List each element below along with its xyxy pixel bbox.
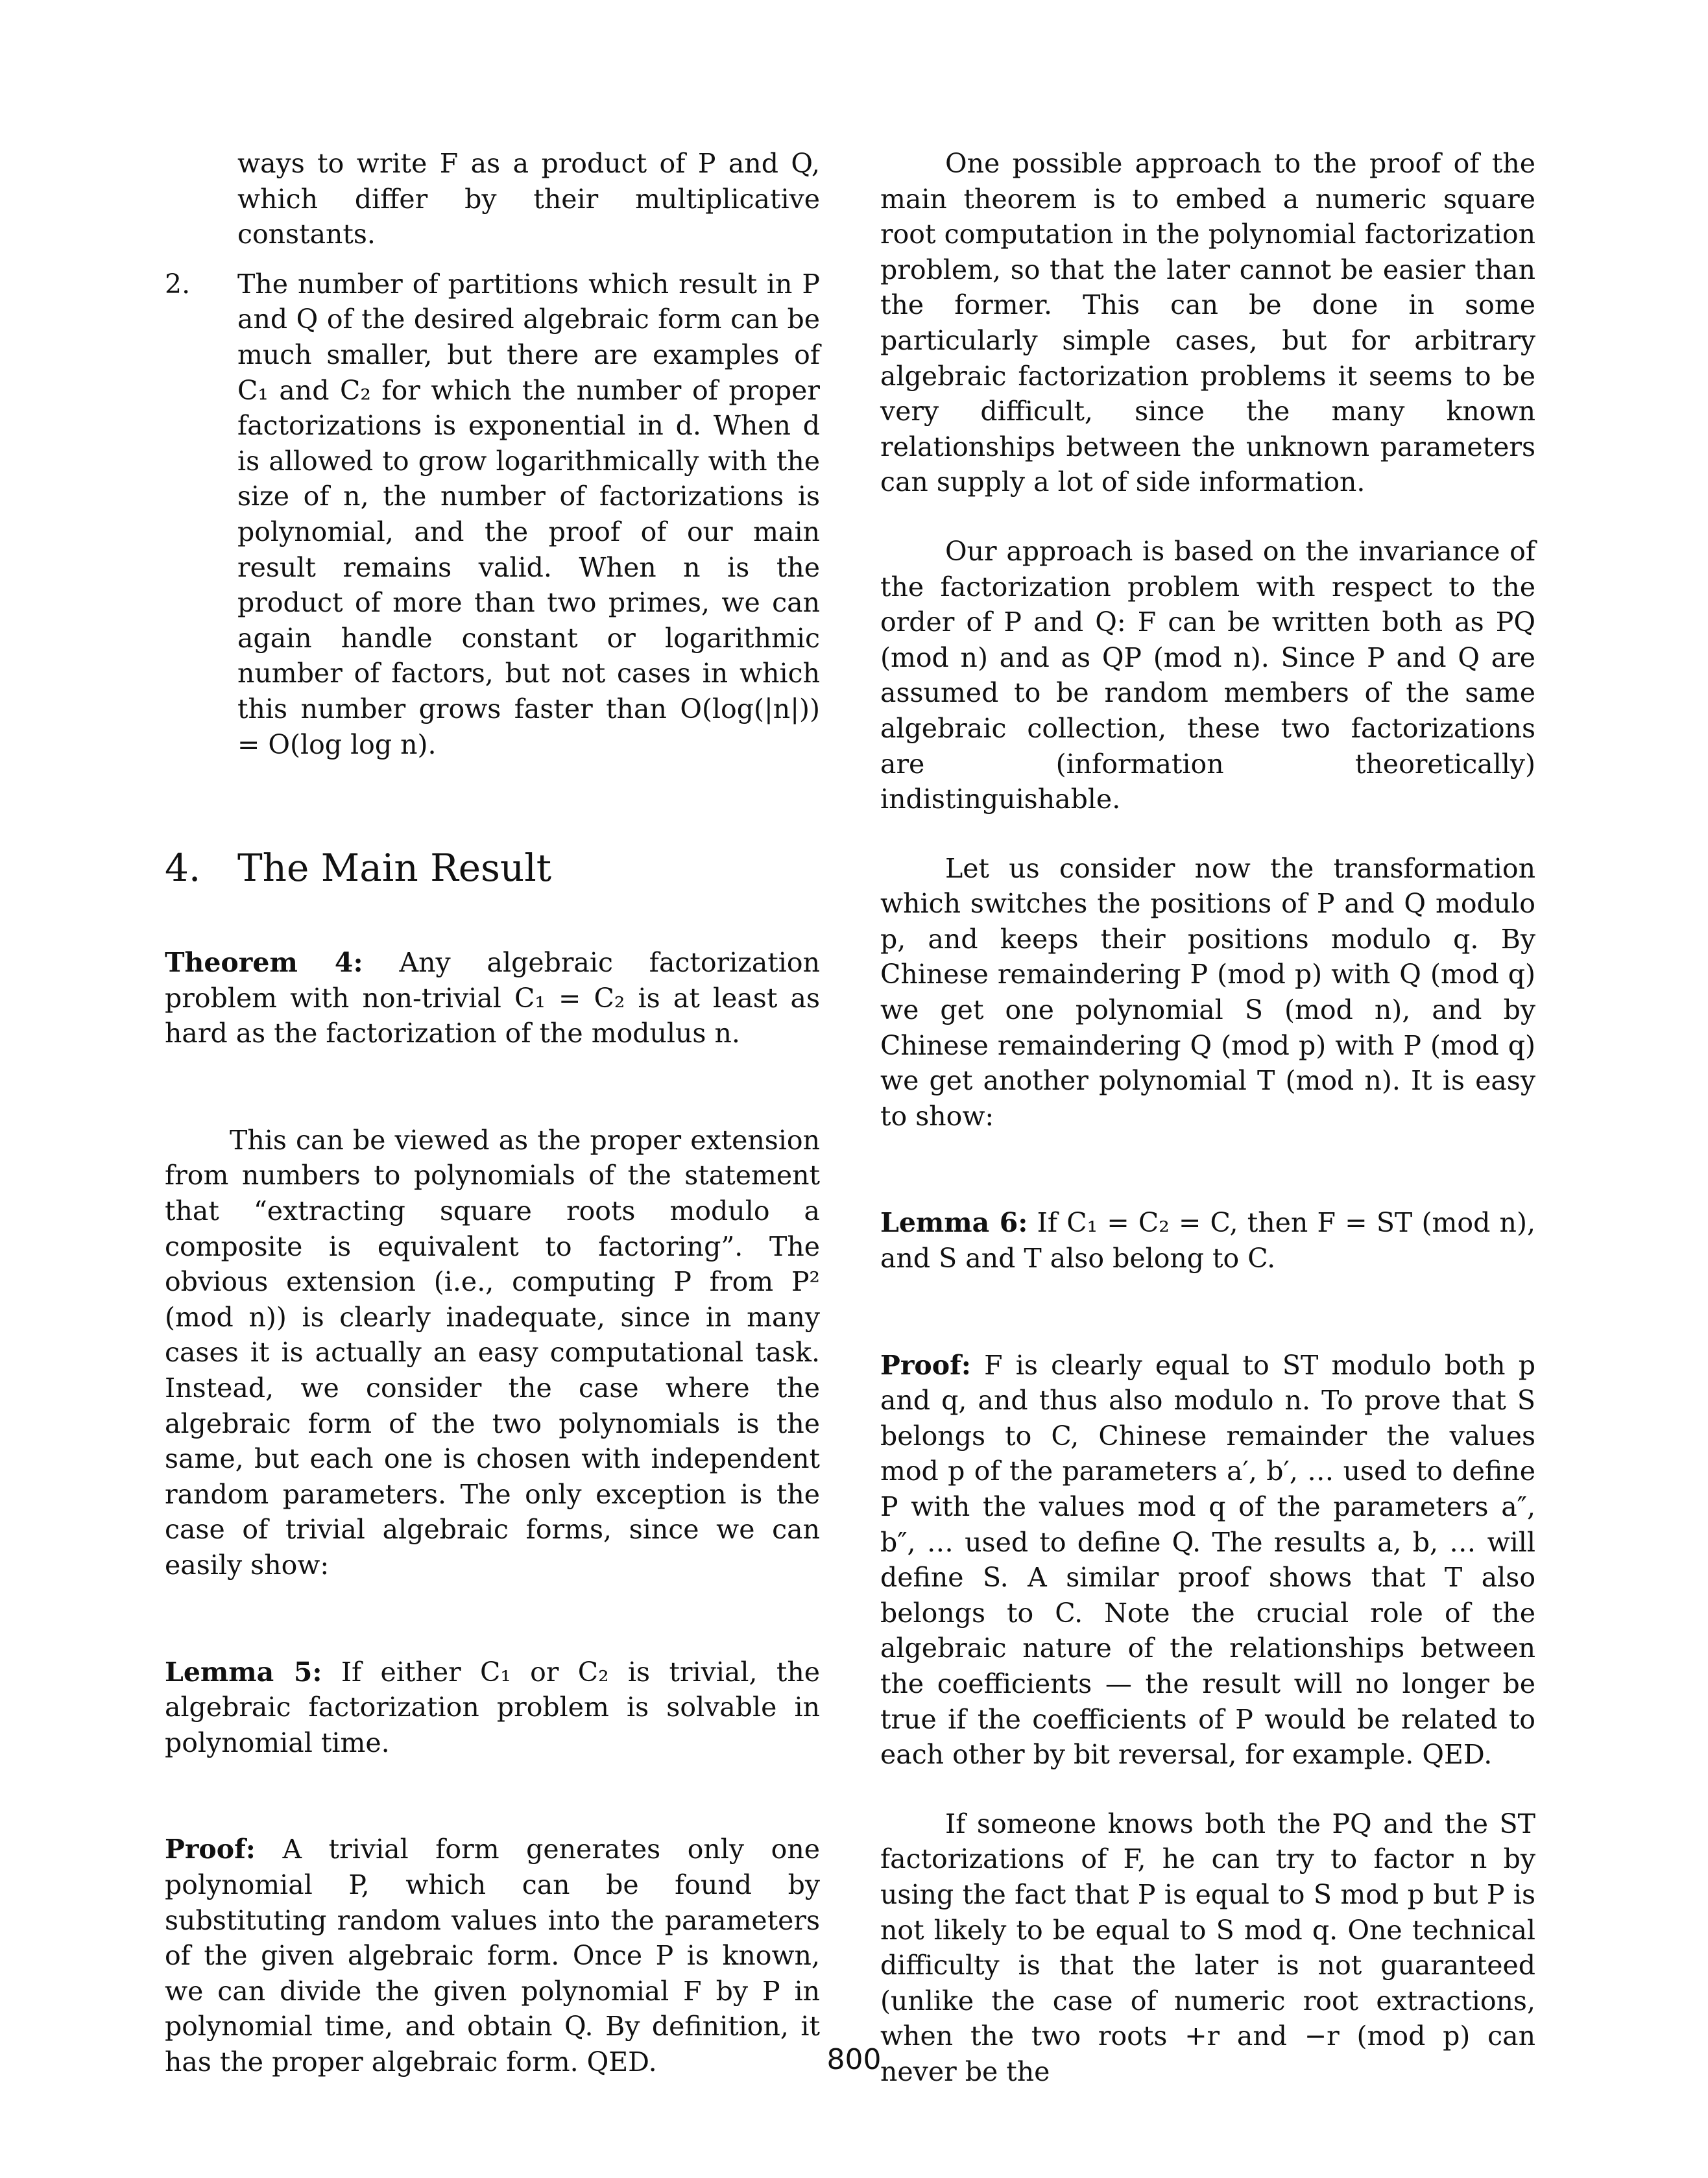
lemma-5-label: Lemma 5: — [165, 1656, 322, 1688]
paragraph-extension: This can be viewed as the proper extension from numbers to polynomials of the statement that “extracting square roots modulo a composite is equivalent to factoring”. The obvious extension (i.e., computing P from P² (mod n)) is clearly inadequate, since in many cases it is actually an easy computational task. Instead, we consider the case where the algebraic form of the two polynomials is the same, but each one is chosen with independent random parameters. The only exception is the case of trivial algebraic forms, since we can easily show: — [165, 1124, 820, 1581]
section-number: 4. — [165, 846, 201, 891]
theorem-4-label: Theorem 4: — [165, 947, 363, 979]
theorem-4-text: Any algebraic factorization problem with non-trivial C₁ = C₂ is at least as hard as the factorization of the modulus n. — [165, 947, 820, 1049]
lemma-6-text: If C₁ = C₂ = C, then F = ST (mod n), and S and T also belong to C. — [880, 1207, 1535, 1274]
list-item-number: 2. — [165, 268, 191, 300]
left-column — [165, 146, 820, 2080]
lemma-6-label: Lemma 6: — [880, 1207, 1028, 1239]
proof-6-text: F is clearly equal to ST modulo both p and q, and thus also modulo n. To prove that S belongs to C, Chinese remainder the values mod p of the parameters a′, b′, … used to define P with the values mod q of the parameters a″, b″, … used to define Q. The results a, b, … will define S. A similar proof shows that T also belongs to C. Note the crucial role of the algebraic nature of the relationships between the coefficients — the result will no longer be true if the coefficients of P would be related to each other by bit reversal, for example. QED. — [880, 1349, 1535, 1771]
lemma-6 — [880, 1205, 1535, 1276]
proof-5-text: A trivial form generates only one polynomial P, which can be found by substituting random values into the parameters of the given algebraic form. Once P is known, we can divide the given polynomial F by P in polynomial time, and obtain Q. By definition, it has the proper algebraic form. QED. — [165, 1834, 820, 2077]
continuation-text: ways to write F as a product of P and Q, which differ by their multiplicative constants. — [237, 148, 820, 250]
right-column — [880, 146, 1535, 2090]
list-item-2 — [165, 267, 820, 762]
paragraph-factoring: If someone knows both the PQ and the ST factorizations of F, he can try to factor n by using the fact that P is equal to S mod p but P is not likely to be equal to S mod q. One technical difficulty is that the later is not guaranteed (unlike the case of numeric root extractions, when the two roots +r and −r (mod p) can never be the — [880, 1808, 1535, 2087]
paragraph-invariance: Our approach is based on the invariance of the factorization problem with respect to the order of P and Q: F can be written both as PQ (mod n) and as QP (mod n). Since P and Q are assumed to be random members of the same algebraic collection, these two factorizations are (information theoretically) indistinguishable. — [880, 535, 1535, 815]
page-number: 800 — [826, 2043, 882, 2076]
section-heading — [165, 846, 820, 889]
list-item-text: The number of partitions which result in P and Q of the desired algebraic form can be much smaller, but there are examples of C₁ and C₂ for which the number of proper factorizations is exponential in d. When d is allowed to grow logarithmically with the size of n, the number of factorizations is polynomial, and the proof of our main result remains valid. When n is the product of more than two primes, we can again handle constant or logarithmic number of factors, but not cases in which this number grows faster than O(log(|n|)) = O(log log n). — [237, 268, 820, 760]
paragraph-transformation: Let us consider now the transformation which switches the positions of P and Q modulo p, and keeps their positions modulo q. By Chinese remaindering P (mod p) with Q (mod q) we get one polynomial S (mod n), and by Chinese remaindering Q (mod p) with P (mod q) we get another polynomial T (mod n). It is easy to show: — [880, 852, 1535, 1132]
proof-5-label: Proof: — [165, 1834, 256, 1865]
lemma-5-text: If either C₁ or C₂ is trivial, the algebraic factorization problem is solvable in polynomial time. — [165, 1656, 820, 1758]
theorem-4 — [165, 945, 820, 1051]
proof-6 — [880, 1348, 1535, 1773]
lemma-5 — [165, 1655, 820, 1761]
section-title: The Main Result — [237, 846, 552, 891]
proof-6-label: Proof: — [880, 1349, 971, 1381]
paragraph-approach: One possible approach to the proof of the main theorem is to embed a numeric square root computation in the polynomial factorization problem, so that the later cannot be easier than the former. This can be done in some particularly simple cases, but for arbitrary algebraic factorization problems it seems to be very difficult, since the many known relationships between the unknown parameters can supply a lot of side information. — [880, 148, 1535, 498]
